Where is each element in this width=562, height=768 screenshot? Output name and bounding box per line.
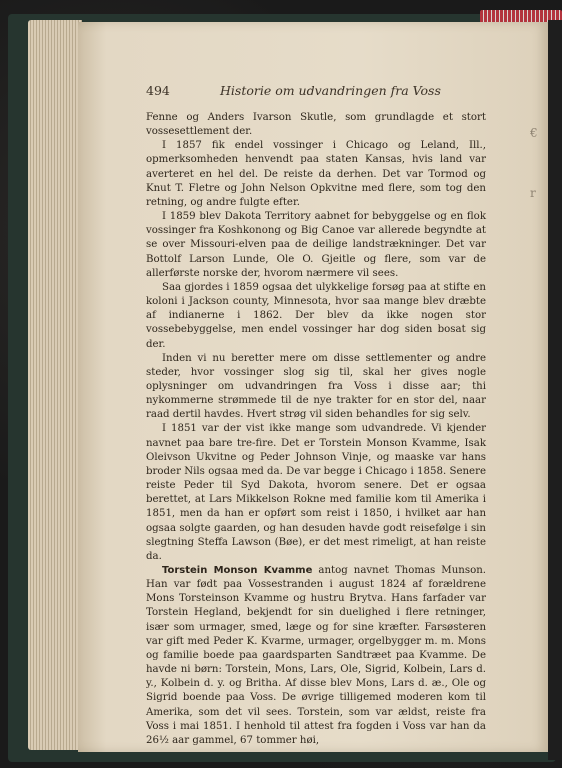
right-shadow (548, 20, 562, 760)
paragraph-text: Inden vi nu beretter mere om disse settlementer og andre steder, hvor vossinger slog sig til, skal her gives nogle oplysninger om udvandringen fra Voss i disse aar; thi nykommerne strømmede til de nye trakter for en stor del, naar raad dertil havdes. Hvert strøg vil siden behandles for sig selv. (146, 352, 486, 421)
margin-mark: € (530, 126, 538, 140)
page-edges (28, 20, 82, 750)
bold-name: Torstein Monson Kvamme (162, 565, 313, 576)
paragraph-text: Saa gjordes i 1859 ogsaa det ulykkelige forsøg paa at stifte en koloni i Jackson county, Minnesota, hvor saa mange blev dræbte af indianerne i 1862. Der blev da ikke nogen stor vossebebyggelse, men endel vossinger har dog siden bosat sig der. (146, 281, 486, 350)
body-text (146, 111, 486, 748)
paragraph (146, 564, 486, 748)
paragraph (146, 352, 486, 423)
paragraph (146, 139, 486, 210)
paragraph-text: Fenne og Anders Ivarson Skutle, som grundlagde et stort vossesettlement der. (146, 112, 486, 138)
paragraph-text: antog navnet Thomas Munson. Han var født paa Vossestranden i august 1824 af forældrene Mons Torsteinson Kvamme og hustru Brytva. Hans farfader var Torstein Hegland, bekjendt for sin duelighed i flere retninger, især som urmager, smed, læge og for sine kræfter. Farsøsteren var gift med Peder K. Kvarme, urmager, orgelbygger m. m. Mons og familie boede paa gaardsparten Sandtræet paa Kvamme. De havde ni børn: Torstein, Mons, Lars, Ole, Sigrid, Kolbein, Lars d. y., Kolbein d. y. og Britha. Af disse blev Mons, Lars d. æ., Ole og Sigrid boende paa Voss. De øvrige tilligemed moderen kom til Amerika, som det vil sees. Torstein, som var ældst, reiste fra Voss i mai 1851. I henhold til attest fra fogden i Voss var han da 26½ aar gammel, 67 tommer høi, (146, 565, 487, 746)
paragraph (146, 422, 486, 564)
paragraph (146, 210, 486, 281)
paragraph-text: I 1859 blev Dakota Territory aabnet for bebyggelse og en flok vossinger fra Koshkonong og Big Canoe var allerede begyndte at se over Missouri-elven paa de deilige landstrækninger. Det var Bottolf Larson Lunde, Ole O. Gjeitle og flere, som var de allerførste norske der, hvorom nærmere vil sees. (146, 211, 486, 279)
running-title: Historie om udvandringen fra Voss (220, 83, 441, 98)
paragraph (146, 111, 486, 139)
margin-mark: r (530, 186, 536, 200)
paragraph-text: I 1851 var der vist ikke mange som udvandrede. Vi kjender navnet paa bare tre-fire. Det er Torstein Monson Kvamme, Isak Oleivson Ukvitne og Peder Johnson Vinje, og maaske var hans broder Nils ogsaa med da. De var begge i Chicago i 1858. Senere reiste Peder til Syd Dakota, hvorom senere. Det er ogsaa berettet, at Lars Mikkelson Rokne med familie kom til Amerika i 1851, men da han er opført som reist i 1850, i hvilket aar han ogsaa solgte gaarden, og han desuden havde godt reisefølge i sin slegtning Steffa Lawson (Bøe), er det mest rimeligt, at han reiste da. (146, 423, 486, 562)
page-header (146, 83, 486, 103)
page-number: 494 (146, 83, 170, 98)
paragraph-text: I 1857 fik endel vossinger i Chicago og Leland, Ill., opmerksomheden henvendt paa staten Kansas, hvis land var averteret en hel del. De reiste da derhen. Det var Tormod og Knut T. Fletre og John Nelson Opkvitne med flere, som tog den retning, og andre fulgte efter. (146, 140, 486, 208)
paragraph (146, 281, 486, 352)
